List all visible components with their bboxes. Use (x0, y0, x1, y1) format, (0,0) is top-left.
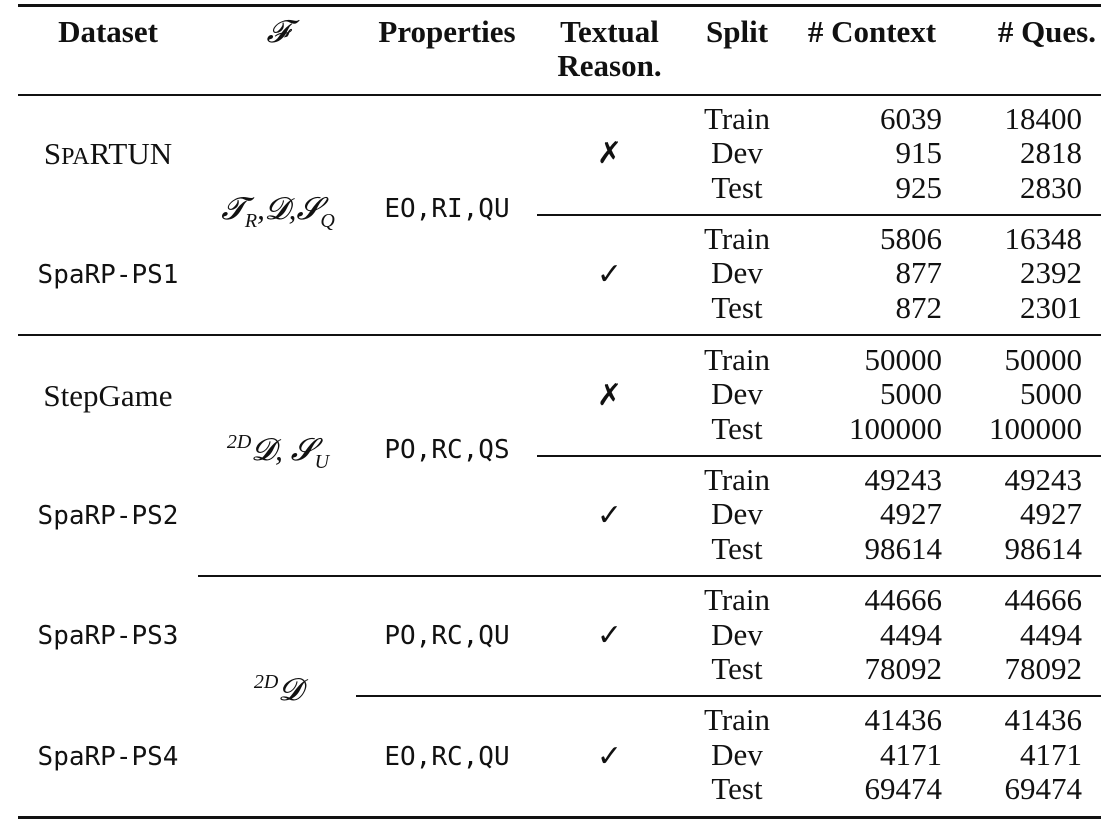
header-properties: Properties (378, 14, 516, 49)
properties-cell-group2: PO,RC,QS (384, 435, 510, 465)
questions-dev: 4171 (1020, 737, 1082, 772)
context-dev: 4171 (880, 737, 942, 772)
questions-train: 18400 (1004, 101, 1082, 136)
questions-train: 16348 (1004, 221, 1082, 256)
f-subscript: U (314, 451, 330, 473)
context-dev: 5000 (880, 376, 942, 411)
questions-test: 69474 (1004, 771, 1082, 806)
split-test: Test (711, 771, 763, 806)
split-train: Train (703, 462, 771, 497)
header-rule (18, 94, 1101, 96)
context-test: 98614 (864, 531, 942, 566)
context-test: 925 (895, 170, 942, 205)
context-train: 50000 (864, 342, 942, 377)
split-test: Test (711, 290, 763, 325)
split-test: Test (711, 170, 763, 205)
name-part: S (43, 136, 62, 171)
split-train: Train (703, 582, 771, 617)
f-symbol: ,𝓓,𝓢 (257, 191, 321, 226)
dataset-name: SpaRP-PS2 (37, 501, 179, 531)
dataset-name: SpaRP-PS4 (37, 742, 179, 772)
group-rule-1 (18, 334, 1101, 336)
split-dev: Dev (711, 255, 763, 290)
header-ques: # Ques. (997, 14, 1096, 49)
split-dev: Dev (711, 496, 763, 531)
questions-train: 41436 (1004, 702, 1082, 737)
dataset-name (18, 137, 198, 174)
f-symbol: 𝓓, 𝓢 (251, 432, 315, 467)
split-dev: Dev (711, 376, 763, 411)
questions-test: 2830 (1020, 170, 1082, 205)
questions-dev: 2818 (1020, 135, 1082, 170)
split-test: Test (711, 531, 763, 566)
partial-rule-3 (356, 695, 1101, 697)
split-train: Train (703, 101, 771, 136)
f-subscript: R (244, 210, 258, 232)
header-textual-line1: Textual (560, 14, 659, 49)
split-dev: Dev (711, 135, 763, 170)
context-dev: 915 (895, 135, 942, 170)
context-dev: 877 (895, 255, 942, 290)
dataset-name: SpaRP-PS3 (37, 621, 179, 651)
questions-test: 100000 (989, 411, 1082, 446)
dataset-name: StepGame (43, 378, 173, 413)
f-subscript: Q (320, 210, 335, 232)
partial-rule-2 (537, 455, 1101, 457)
header-dataset: Dataset (58, 14, 158, 49)
header-split: Split (705, 14, 769, 49)
properties-cell: PO,RC,QU (384, 621, 510, 651)
questions-test: 78092 (1004, 651, 1082, 686)
context-test: 100000 (849, 411, 942, 446)
context-test: 78092 (864, 651, 942, 686)
split-test: Test (711, 651, 763, 686)
name-part: RTUN (89, 136, 173, 171)
f-symbol: 𝓓 (278, 672, 303, 707)
header-textual-line2: Reason. (557, 48, 662, 83)
split-train: Train (703, 702, 771, 737)
split-train: Train (703, 342, 771, 377)
context-train: 6039 (880, 101, 942, 136)
questions-test: 98614 (1004, 531, 1082, 566)
context-test: 69474 (864, 771, 942, 806)
f-cell-group1 (198, 192, 358, 230)
questions-dev: 4494 (1020, 617, 1082, 652)
context-train: 41436 (864, 702, 942, 737)
questions-dev: 2392 (1020, 255, 1082, 290)
bottom-rule (18, 816, 1101, 819)
split-test: Test (711, 411, 763, 446)
header-f: 𝓕 (266, 14, 290, 49)
f-superscript: 2D (253, 671, 279, 693)
cross-mark: ✗ (596, 378, 623, 413)
header-context: # Context (807, 14, 937, 49)
f-symbol: 𝓣 (221, 191, 245, 226)
name-part: PA (61, 144, 90, 170)
f-cell-group3 (198, 673, 358, 711)
f-cell-group2 (198, 433, 358, 471)
check-mark: ✓ (596, 739, 623, 774)
properties-cell: EO,RC,QU (384, 742, 510, 772)
check-mark: ✓ (596, 498, 623, 533)
questions-dev: 4927 (1020, 496, 1082, 531)
check-mark: ✓ (596, 618, 623, 653)
questions-train: 50000 (1004, 342, 1082, 377)
properties-cell-group1: EO,RI,QU (384, 194, 510, 224)
top-rule (18, 4, 1101, 7)
split-train: Train (703, 221, 771, 256)
context-dev: 4927 (880, 496, 942, 531)
dataset-name: SpaRP-PS1 (37, 260, 179, 290)
cross-mark: ✗ (596, 136, 623, 171)
context-train: 49243 (864, 462, 942, 497)
questions-dev: 5000 (1020, 376, 1082, 411)
f-superscript: 2D (226, 431, 252, 453)
context-dev: 4494 (880, 617, 942, 652)
questions-test: 2301 (1020, 290, 1082, 325)
context-test: 872 (895, 290, 942, 325)
questions-train: 49243 (1004, 462, 1082, 497)
questions-train: 44666 (1004, 582, 1082, 617)
partial-rule-1 (537, 214, 1101, 216)
split-dev: Dev (711, 737, 763, 772)
split-dev: Dev (711, 617, 763, 652)
check-mark: ✓ (596, 257, 623, 292)
group-rule-2 (198, 575, 1101, 577)
context-train: 44666 (864, 582, 942, 617)
context-train: 5806 (880, 221, 942, 256)
